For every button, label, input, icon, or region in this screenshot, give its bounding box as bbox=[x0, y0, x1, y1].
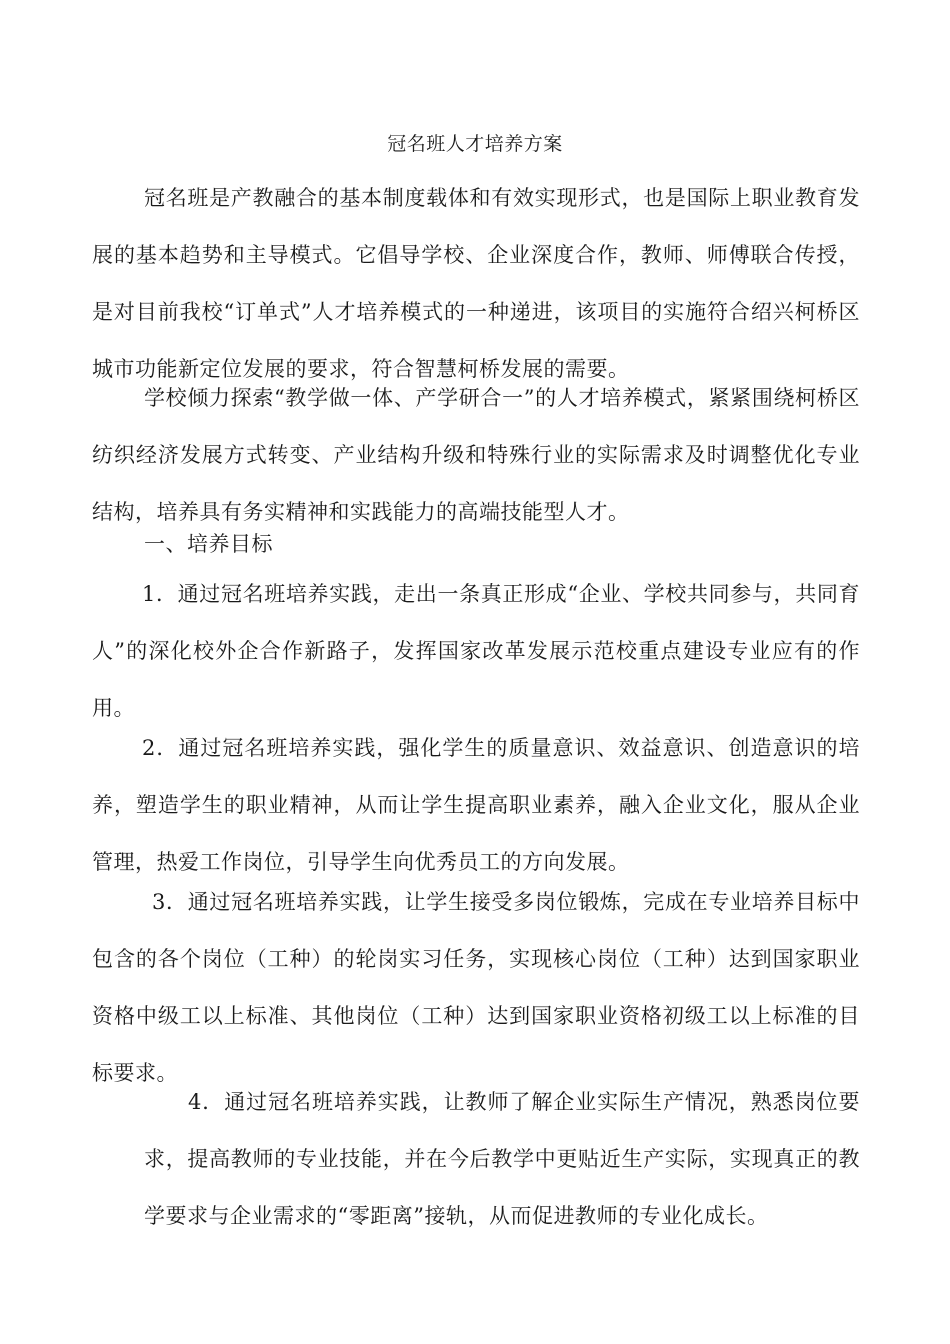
goal-item-1: 1．通过冠名班培养实践，走出一条真正形成“企业、学校共同参与，共同育人”的深化校外企合作新路子，发挥国家改革发展示范校重点建设专业应有的作用。 bbox=[92, 582, 860, 720]
goal-item-4: 4．通过冠名班培养实践，让教师了解企业实际生产情况，熟悉岗位要求，提高教师的专业技能，并在今后教学中更贴近生产实际，实现真正的教学要求与企业需求的“零距离”接轨，从而促进教师的专业化成长。 bbox=[144, 1090, 860, 1228]
intro-paragraph-1: 冠名班是产教融合的基本制度载体和有效实现形式，也是国际上职业教育发展的基本趋势和主导模式。它倡导学校、企业深度合作，教师、师傅联合传授，是对目前我校“订单式”人才培养模式的一种递进，该项目的实施符合绍兴柯桥区城市功能新定位发展的要求，符合智慧柯桥发展的需要。 bbox=[92, 186, 860, 381]
intro-paragraph-2: 学校倾力探索“教学做一体、产学研合一”的人才培养模式，紧紧围绕柯桥区纺织经济发展方式转变、产业结构升级和特殊行业的实际需求及时调整优化专业结构，培养具有务实精神和实践能力的高端技能型人才。 bbox=[92, 386, 860, 524]
goal-item-3: 3．通过冠名班培养实践，让学生接受多岗位锻炼，完成在专业培养目标中包含的各个岗位（工种）的轮岗实习任务，实现核心岗位（工种）达到国家职业资格中级工以上标准、其他岗位（工种）达到国家职业资格初级工以上标准的目标要求。 bbox=[92, 890, 860, 1085]
document-title: 冠名班人才培养方案 bbox=[387, 133, 563, 155]
goal-item-2: 2．通过冠名班培养实践，强化学生的质量意识、效益意识、创造意识的培养，塑造学生的职业精神，从而让学生提高职业素养，融入企业文化，服从企业管理，热爱工作岗位，引导学生向优秀员工的方向发展。 bbox=[92, 736, 860, 874]
section-heading: 一、培养目标 bbox=[144, 532, 273, 556]
